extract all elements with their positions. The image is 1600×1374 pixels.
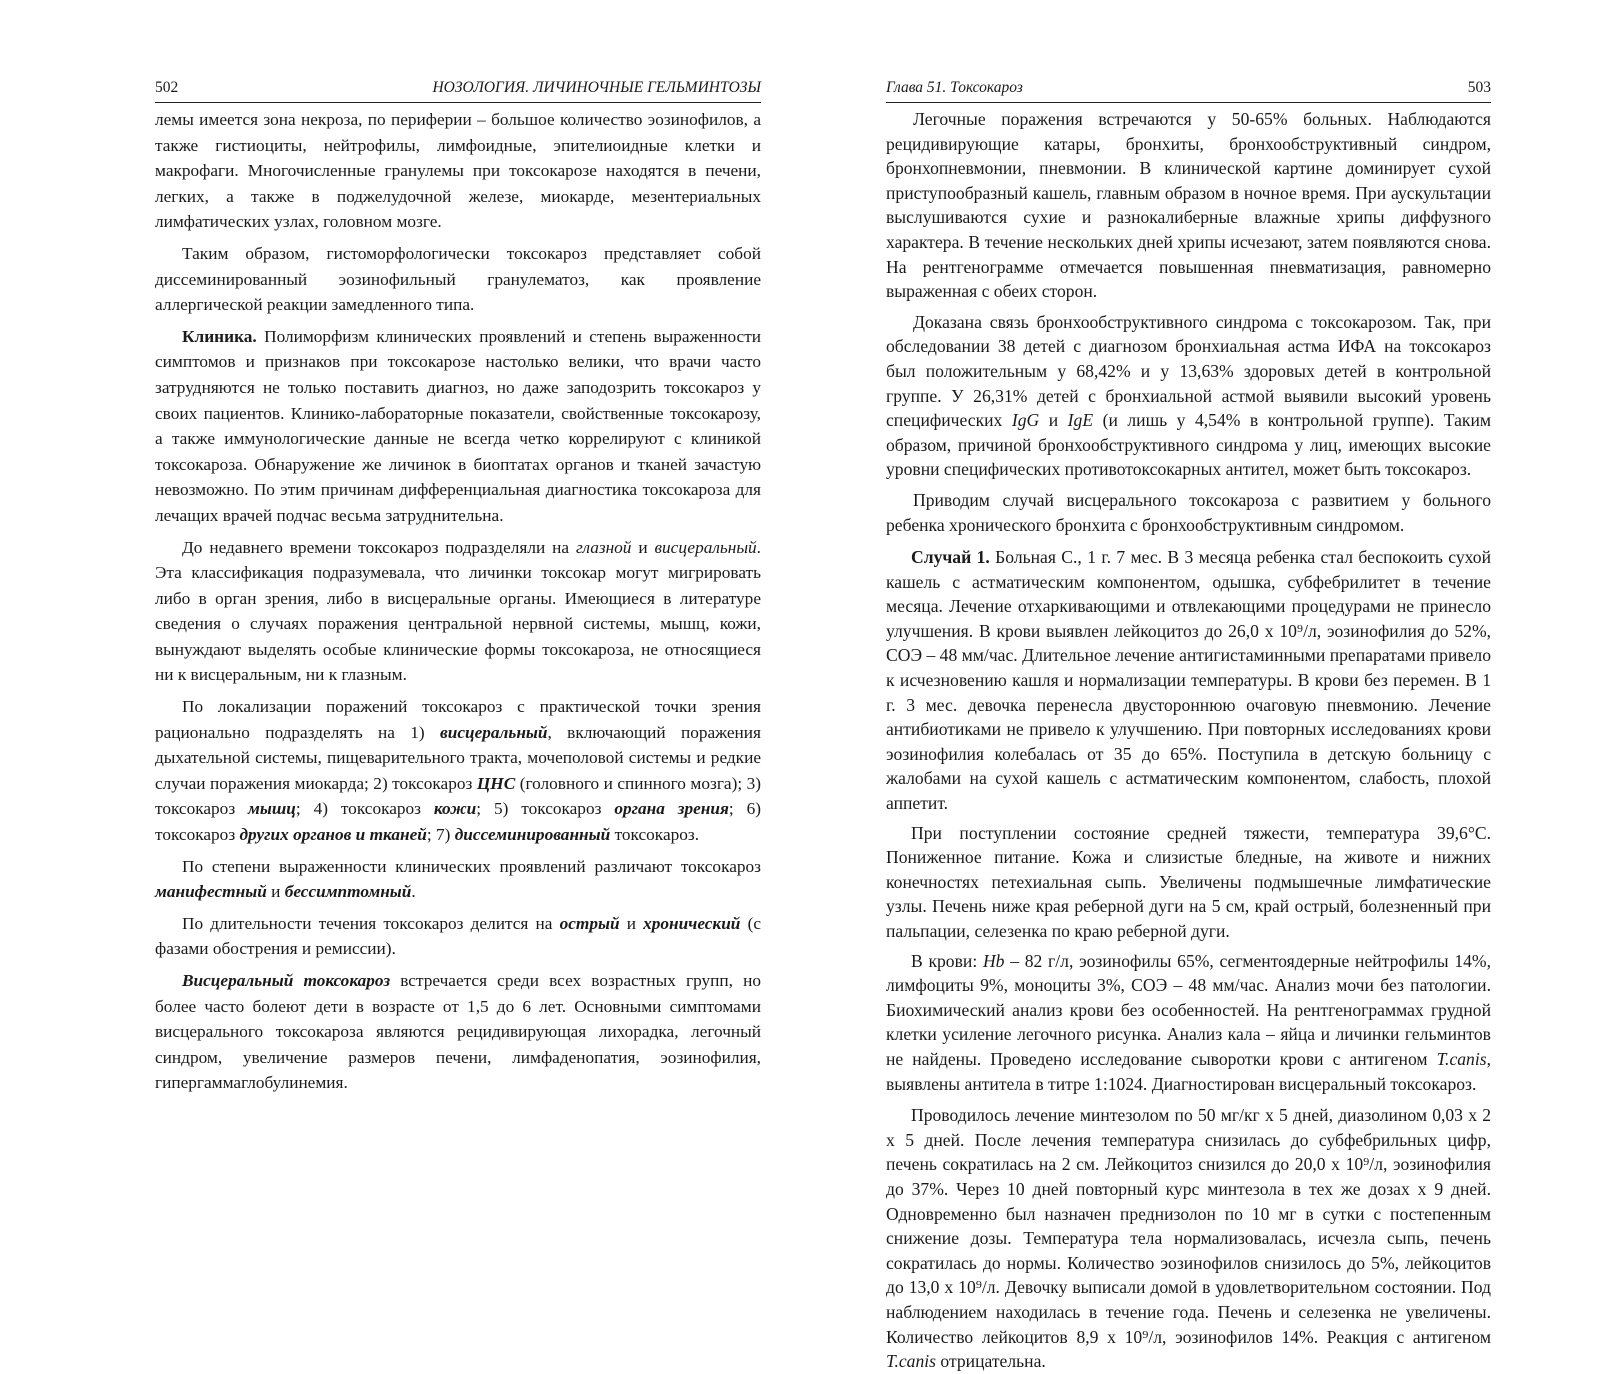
case-paragraph: Случай 1. Больная С., 1 г. 7 мес. В 3 месяца ребенка стал беспокоить сухой кашель с астматическим компонентом, одышка, субфебрилитет в течение месяца. Лечение отхаркивающими и отвлекающими процедурами не принесло улучшения. В крови выявлен лейкоцитоз до 26,0 х 10⁹/л, эозинофилия до 52%, СОЭ – 48 мм/час. Длительное лечение антигистаминными препаратами привело к исчезновению кашля и нормализации температуры. В крови без перемен. В 1 г. 3 мес. девочка перенесла двустороннюю очаговую пневмонию. Лечение антибиотиками не привело к улучшению. При повторных исследованиях крови эозинофилия колебалась от 35 до 65%. Поступила в детскую больницу с жалобами на сухой кашель с астматическим компонентом, слабость, плохой аппетит. <box>886 547 1491 814</box>
right-page <box>886 78 1491 1374</box>
case-paragraph: В крови: Hb – 82 г/л, эозинофилы 65%, сегментоядерные нейтрофилы 14%, лимфоциты 9%, моноциты 3%, СОЭ – 48 мм/час. Анализ мочи без патологии. Биохимический анализ крови без особенностей. На рентгенограммах грудной клетки усиление легочного рисунка. Анализ кала – яйца и личинки гельминтов не найдены. Проведено исследование сыворотки крови с антигеном T.canis, выявлены антитела в титре 1:1024. Диагностирован висцеральный токсокароз. <box>886 950 1491 1094</box>
paragraph: По длительности течения токсокароз делится на острый и хронический (с фазами обострения и ремиссии). <box>155 913 761 959</box>
paragraph: Таким образом, гистоморфологически токсокароз представляет собой диссеминированный эозинофильный гранулематоз, как проявление аллергической реакции замедленного типа. <box>155 243 761 315</box>
paragraph: Висцеральный токсокароз встречается среди всех возрастных групп, но более часто болеют дети в возрасте от 1,5 до 6 лет. Основными симптомами висцерального токсокароза являются рецидивирующая лихорадка, легочный синдром, увеличение размеров печени, лимфаденопатия, эозинофилия, гипергаммаглобулинемия. <box>155 971 761 1093</box>
paragraph: Клиника. Полиморфизм клинических проявлений и степень выраженности симптомов и признаков при токсокарозе настолько велики, что врачи часто затрудняются не только поставить диагноз, но даже заподозрить токсокароз у своих пациентов. Клинико-лабораторные показатели, свойственные токсокарозу, а также иммунологические данные не всегда четко коррелируют с клиникой токсокароза. Обнаружение же личинок в биоптатах органов и тканей зачастую невозможно. По этим причинам дифференциальная диагностика токсокароза для лечащих врачей подчас весьма затруднительна. <box>155 326 761 525</box>
paragraph: По локализации поражений токсокароз с практической точки зрения рационально подразделять на 1) висцеральный, включающий поражения дыхательной системы, пищеварительного тракта, мочеполовой системы и редкие случаи поражения миокарда; 2) токсокароз ЦНС (головного и спинного мозга); 3) токсокароз мышц; 4) токсокароз кожи; 5) токсокароз органа зрения; 6) токсокароз других органов и тканей; 7) диссеминированный токсокароз. <box>155 697 762 845</box>
left-page-header <box>155 78 761 103</box>
paragraph: До недавнего времени токсокароз подразделяли на глазной и висцеральный. Эта классификация подразумевала, что личинки токсокар могут мигрировать либо в орган зрения, либо в висцеральные органы. Имеющиеся в литературе сведения о случаях поражения центральной нервной системы, мышц, кожи, вынуждают выделять особые клинические формы токсокароза, не относящиеся ни к висцеральным, ни к глазным. <box>155 537 761 685</box>
paragraph: Приводим случай висцерального токсокароза с развитием у больного ребенка хронического бронхита с бронхообструктивным синдромом. <box>886 489 1491 535</box>
left-page <box>155 78 761 1096</box>
case-lead: Случай 1. <box>911 547 990 568</box>
page-number: 503 <box>1467 79 1491 96</box>
right-page-header <box>886 78 1491 103</box>
page-number: 502 <box>155 79 179 96</box>
case-paragraph: Проводилось лечение минтезолом по 50 мг/кг х 5 дней, диазолином 0,03 х 2 х 5 дней. После лечения температура снизилась до субфебрильных цифр, печень сократилась на 2 см. Лейкоцитоз снизился до 20,0 х 10⁹/л, эозинофилия до 37%. Через 10 дней повторный курс минтезола в тех же дозах х 9 дней. Одновременно был назначен преднизолон по 10 мг в сутки с постепенным снижение дозы. Температура тела нормализовалась, исчезла сыпь, печень сократилась до нормы. Количество эозинофилов снизилось до 5%, лейкоцитов до 13,0 х 10⁹/л. Девочку выписали домой в удовлетворительном состоянии. Под наблюдением находилась в течение года. Печень и селезенка не увеличены. Количество лейкоцитов 8,9 х 10⁹/л, эозинофилов 14%. Реакция с антигеном T.canis отрицательна. <box>886 1105 1491 1372</box>
paragraph: Легочные поражения встречаются у 50-65% больных. Наблюдаются рецидивирующие катары, бронхиты, бронхообструктивный синдром, бронхопневмонии, пневмонии. В клинической картине доминирует сухой приступообразный кашель, главным образом в ночное время. При аускультации выслушиваются сухие и разнокалиберные влажные хрипы диффузного характера. В течение нескольких дней хрипы исчезают, затем появляются снова. На рентгенограмме отмечается повышенная пневматизация, равномерно выраженная с обеих сторон. <box>886 109 1491 302</box>
running-title: НОЗОЛОГИЯ. ЛИЧИНОЧНЫЕ ГЕЛЬМИНТОЗЫ <box>432 79 761 96</box>
section-lead: Висцеральный токсокароз <box>182 971 391 990</box>
paragraph: Доказана связь бронхообструктивного синдрома с токсокарозом. Так, при обследовании 38 детей с диагнозом бронхиальная астма ИФА на токсокароз был положительным у 68,42% и у 13,63% здоровых детей в контрольной группе. У 26,31% детей с бронхиальной астмой выявили высокий уровень специфических IgG и IgE (и лишь у 4,54% в контрольной группе). Таким образом, причиной бронхообструктивного синдрома у лиц, имеющих высокие уровни специфических противотоксокарных антител, может быть токсокароз. <box>886 311 1491 480</box>
case-paragraph: При поступлении состояние средней тяжести, температура 39,6°С. Пониженное питание. Кожа и слизистые бледные, на животе и нижних конечностях петехиальная сыпь. Увеличены подмышечные лимфатические узлы. Печень ниже края реберной дуги на 5 см, край острый, болезненный при пальпации, селезенка по краю реберной дуги. <box>886 822 1491 941</box>
paragraph: лемы имеется зона некроза, по периферии – большое количество эозинофилов, а также гистиоциты, нейтрофилы, лимфоидные, эпителиоидные клетки и макрофаги. Многочисленные гранулемы при токсокарозе находятся в печени, легких, а также в поджелудочной железе, миокарде, мезентериальных лимфатических узлах, головном мозге. <box>155 110 761 232</box>
paragraph: По степени выраженности клинических проявлений различают токсокароз манифестный и бессимптомный. <box>155 856 761 902</box>
section-lead: Клиника. <box>182 326 257 346</box>
running-title: Глава 51. Токсокароз <box>886 79 1023 96</box>
